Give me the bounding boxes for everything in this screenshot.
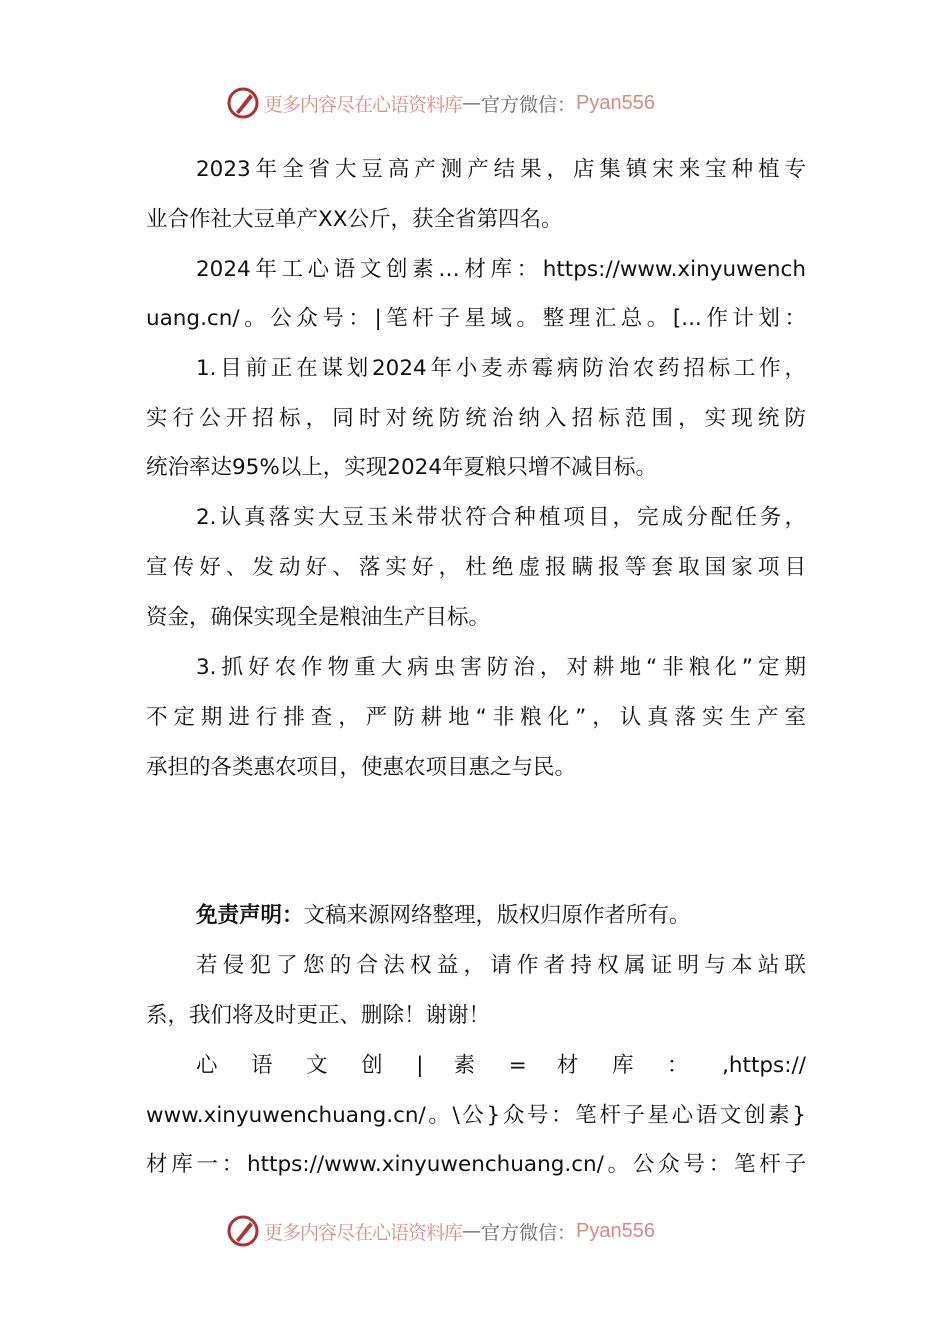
footer-wechat-label: 官方微信： (481, 1221, 577, 1244)
header-banner (226, 83, 726, 123)
disclaimer-line: www.xinyuwenchuang.cn/。\公}众号：笔杆子星心语文创素} (146, 1103, 806, 1128)
footer-dash: — (462, 1220, 482, 1242)
disclaimer-line: 系，我们将及时更正、删除！谢谢！ (146, 1003, 491, 1028)
header-brand: 更多内容尽在心语资料库 (264, 93, 463, 116)
body-line: 2024年工心语文创素…材库：https://www.xinyuwench (196, 257, 806, 282)
body-line: 统治率达95%以上，实现2024年夏粮只增不减目标。 (146, 455, 658, 480)
body-line: 资金，确保实现全是粮油生产目标。 (146, 605, 491, 630)
body-line: 实行公开招标，同时对统防统治纳入招标范围，实现统防 (146, 406, 806, 431)
footer-wechat-id: Pyan556 (576, 1219, 655, 1242)
footer-brand: 更多内容尽在心语资料库 (264, 1221, 463, 1244)
disclaimer-line: 心 语 文 创 | 素 = 材 库 ： ,https:// (196, 1053, 806, 1078)
body-line: 承担的各类惠农项目，使惠农项目惠之与民。 (146, 755, 577, 780)
disclaimer-line: 材库一：https://www.xinyuwenchuang.cn/。公众号：笔杆子 (146, 1152, 806, 1177)
body-line: 业合作社大豆单产XX公斤，获全省第四名。 (146, 207, 563, 232)
disclaimer-line (196, 901, 806, 931)
pen-logo-icon (226, 1214, 260, 1248)
pen-logo-icon (226, 86, 260, 120)
disclaimer-title: 免责声明： (196, 903, 304, 928)
body-line: 1.目前正在谋划2024年小麦赤霉病防治农药招标工作， (196, 356, 806, 381)
body-line: 不定期进行排查，严防耕地“非粮化”，认真落实生产室 (146, 705, 806, 730)
body-line: 宣传好、发动好、落实好，杜绝虚报瞒报等套取国家项目 (146, 555, 806, 580)
header-wechat-label: 官方微信： (481, 93, 577, 116)
header-wechat-id: Pyan556 (576, 91, 655, 114)
header-dash: — (462, 92, 482, 114)
body-line: 2.认真落实大豆玉米带状符合种植项目，完成分配任务， (196, 505, 806, 530)
body-line: 2023年全省大豆高产测产结果，店集镇宋来宝种植专 (196, 157, 806, 182)
footer-banner (226, 1211, 726, 1251)
body-line: 3.抓好农作物重大病虫害防治，对耕地“非粮化”定期 (196, 655, 806, 680)
body-line: uang.cn/。公众号：|笔杆子星域。整理汇总。[...作计划： (146, 306, 806, 331)
disclaimer-text: 文稿来源网络整理，版权归原作者所有。 (303, 903, 691, 928)
disclaimer-line: 若侵犯了您的合法权益，请作者持权属证明与本站联 (196, 953, 806, 978)
